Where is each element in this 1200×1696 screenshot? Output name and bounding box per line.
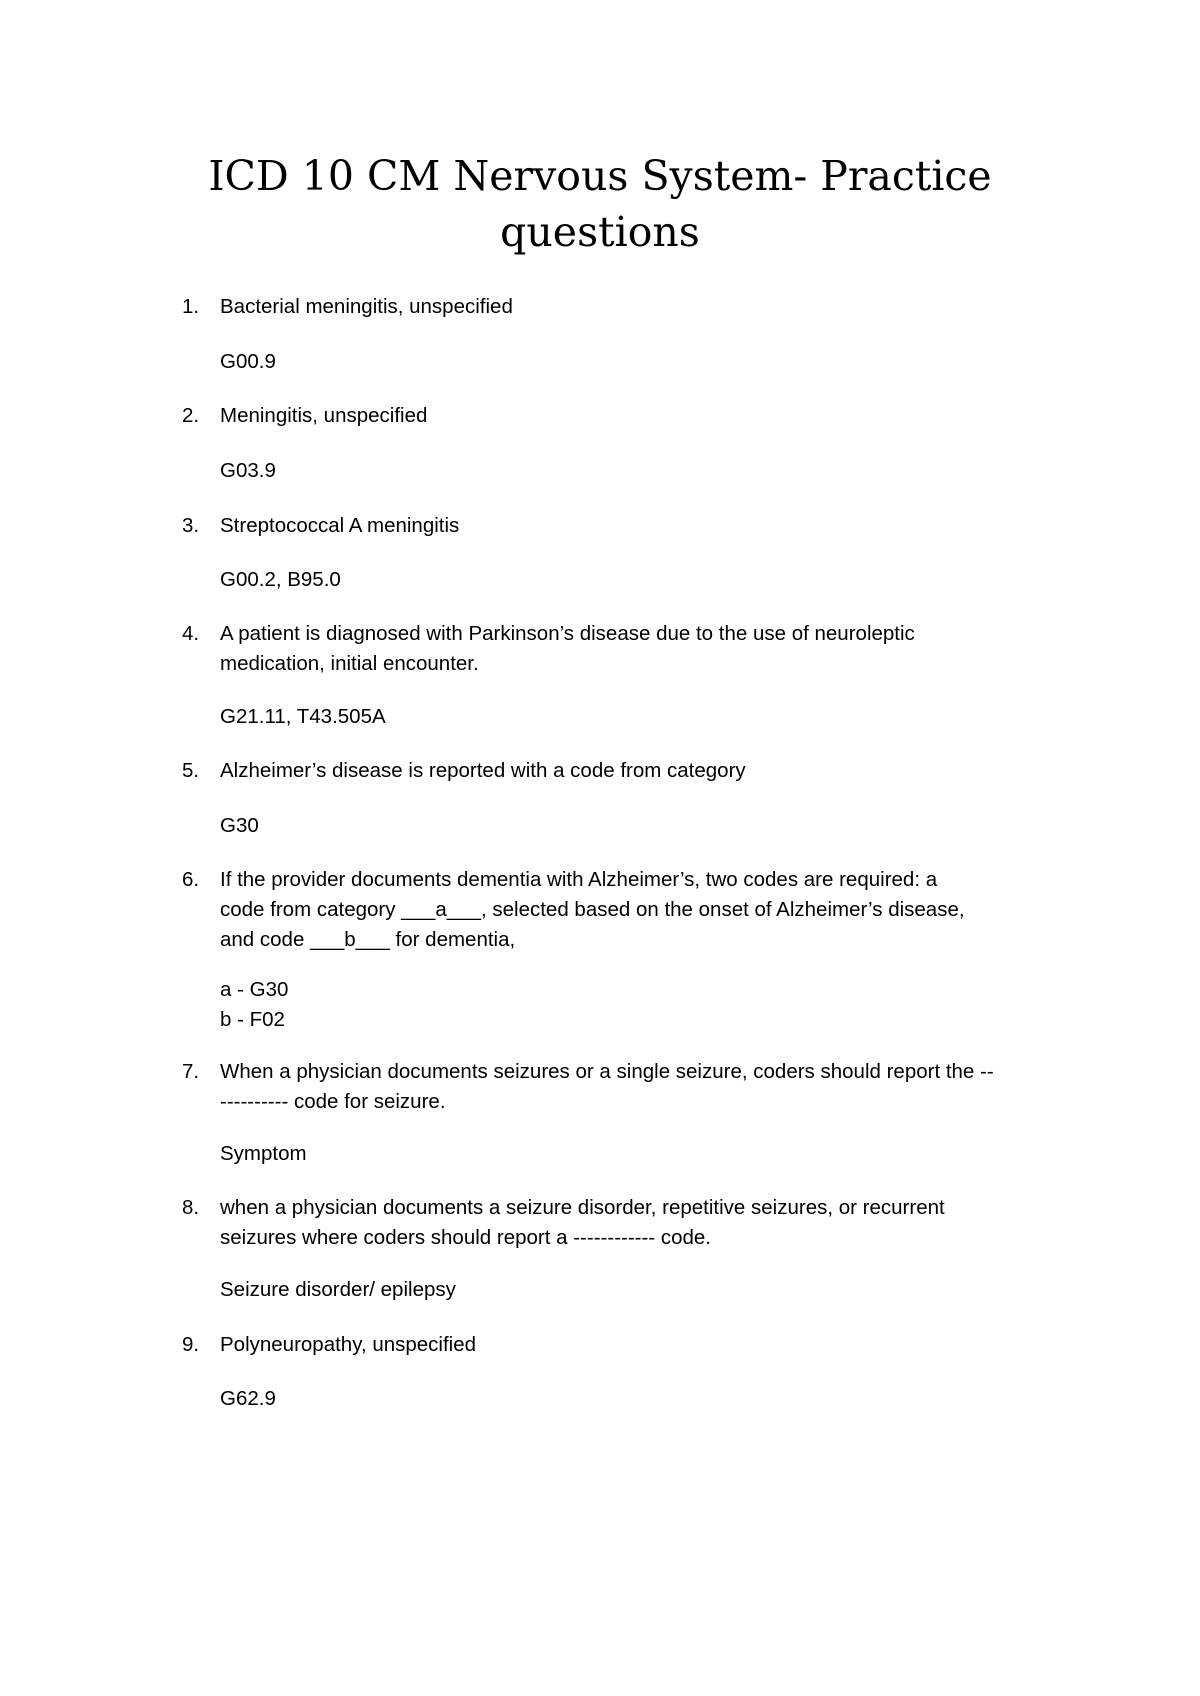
question-4 <box>182 619 1072 679</box>
answer-8: Seizure disorder/ epilepsy <box>220 1278 456 1301</box>
question-7 <box>182 1057 1072 1117</box>
question-text: When a physician documents seizures or a single seizure, coders should report the -- ---------- code for seizure. <box>220 1060 994 1113</box>
question-number: 2. <box>182 404 200 427</box>
question-number: 1. <box>182 295 200 318</box>
answer-2: G03.9 <box>220 459 276 482</box>
answer-6: a - G30 b - F02 <box>220 978 289 1031</box>
question-text: Bacterial meningitis, unspecified <box>220 295 513 318</box>
question-text: Streptococcal A meningitis <box>220 514 460 537</box>
question-number: 8. <box>182 1196 200 1219</box>
answer-1: G00.9 <box>220 350 276 373</box>
question-number: 7. <box>182 1060 200 1083</box>
answer-4: G21.11, T43.505A <box>220 705 386 728</box>
question-8 <box>182 1193 1072 1253</box>
question-5 <box>182 756 1072 786</box>
question-number: 4. <box>182 622 200 645</box>
question-text: A patient is diagnosed with Parkinson’s disease due to the use of neuroleptic medication, initial encounter. <box>220 622 915 675</box>
question-number: 3. <box>182 514 200 537</box>
question-number: 9. <box>182 1333 200 1356</box>
question-number: 6. <box>182 868 200 891</box>
question-2 <box>182 401 1072 431</box>
document-title <box>150 148 1050 260</box>
question-6 <box>182 865 1072 955</box>
question-text: Meningitis, unspecified <box>220 404 428 427</box>
question-text: If the provider documents dementia with Alzheimer’s, two codes are required: a code from category ___a___, selected based on the onset of Alzheimer’s disease, and code ___b___ for dementia, <box>220 868 965 951</box>
title-line-2: questions <box>500 208 700 256</box>
answer-3: G00.2, B95.0 <box>220 568 341 591</box>
answer-7: Symptom <box>220 1142 307 1165</box>
question-9 <box>182 1330 1072 1360</box>
question-1 <box>182 292 1072 322</box>
answer-5: G30 <box>220 814 259 837</box>
answer-9: G62.9 <box>220 1387 276 1410</box>
title-line-1: ICD 10 CM Nervous System- Practice <box>208 152 992 200</box>
question-text: Alzheimer’s disease is reported with a code from category <box>220 759 746 782</box>
question-3 <box>182 511 1072 541</box>
question-text: when a physician documents a seizure disorder, repetitive seizures, or recurrent seizures where coders should report a ------------ code. <box>220 1196 945 1249</box>
question-text: Polyneuropathy, unspecified <box>220 1333 477 1356</box>
question-number: 5. <box>182 759 200 782</box>
